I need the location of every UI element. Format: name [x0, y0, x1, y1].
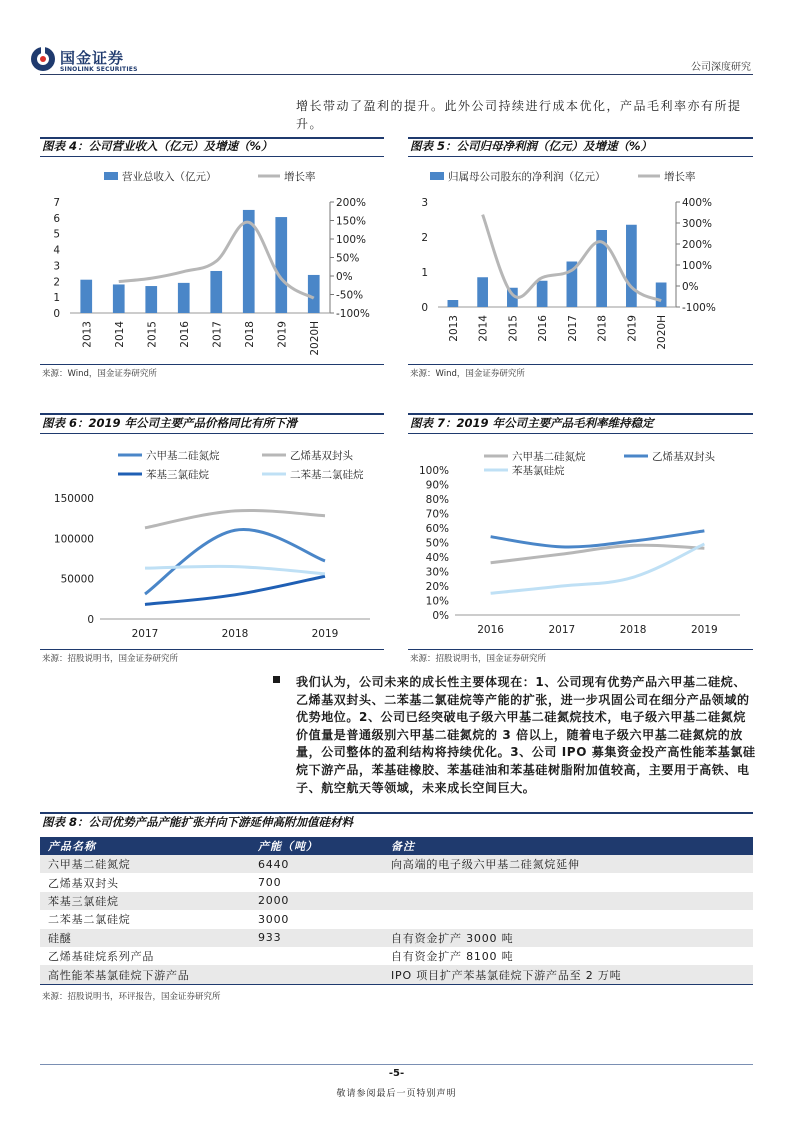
- series-line: [491, 531, 705, 547]
- x-tick-label: 2013: [81, 321, 94, 348]
- intro-paragraph: 增长带动了盈利的提升。此外公司持续进行成本优化，产品毛利率亦有所提升。: [296, 99, 742, 131]
- y-tick-label: 5: [53, 228, 60, 241]
- x-tick-label: 2016: [477, 624, 504, 636]
- y2-tick-label: -100%: [682, 302, 716, 314]
- table-cell: 933: [250, 929, 383, 947]
- table-cell: 乙烯基硅烷系列产品: [48, 950, 155, 964]
- legend-label: 二苯基二氯硅烷: [290, 469, 364, 481]
- x-tick-label: 2019: [691, 624, 718, 636]
- x-tick-label: 2017: [211, 321, 224, 348]
- fig5-bottom-rule: [408, 364, 753, 365]
- x-tick-label: 2018: [221, 628, 249, 640]
- series-line: [145, 576, 325, 604]
- legend-label: 增长率: [284, 171, 316, 183]
- y-tick-label: 0: [421, 302, 428, 314]
- y-tick-label: 150000: [53, 493, 94, 505]
- table-cell: 自有资金扩产 8100 吨: [391, 950, 514, 964]
- fig5-title: 图表 5：公司归母净利润（亿元）及增速（%）: [410, 139, 653, 153]
- table-cell: IPO 项目扩产苯基氯硅烷下游产品至 2 万吨: [383, 965, 753, 984]
- fig8-source: 来源：招股说明书，环评报告，国金证券研究所: [42, 992, 221, 1002]
- x-tick-label: 2019: [311, 628, 339, 640]
- x-tick-label: 2018: [243, 321, 256, 348]
- fig4-title-rule: [40, 156, 384, 157]
- y2-tick-label: 100%: [682, 260, 713, 272]
- y2-tick-label: 100%: [336, 234, 367, 246]
- table-row: [40, 965, 753, 984]
- legend-label: 乙烯基双封头: [290, 450, 353, 462]
- table-header-cell: 产品名称: [40, 837, 250, 855]
- fig7-bottom-rule: [408, 649, 753, 650]
- y-tick-label: 2: [53, 276, 60, 289]
- x-tick-label: 2013: [447, 315, 460, 342]
- legend-label: 六甲基二硅氮烷: [146, 450, 220, 462]
- bar: [113, 284, 125, 313]
- table-cell: 700: [258, 876, 282, 890]
- fig6-bottom-rule: [40, 649, 384, 650]
- x-tick-label: 2018: [596, 315, 609, 342]
- table-cell: 硅醚: [40, 929, 250, 947]
- y2-tick-label: 0%: [682, 281, 699, 293]
- y2-tick-label: -100%: [336, 308, 370, 320]
- bar: [80, 280, 92, 313]
- y-tick-label: 10%: [425, 595, 449, 608]
- table-cell: 乙烯基双封头: [48, 876, 119, 890]
- bar: [537, 281, 548, 307]
- y-tick-label: 20%: [425, 581, 449, 593]
- series-line: [145, 510, 325, 527]
- table-cell: [250, 965, 383, 984]
- legend-bar-swatch: [430, 172, 444, 180]
- table-header-cell: 产能（吨）: [250, 837, 383, 855]
- series-line: [491, 544, 705, 593]
- legend-bar-swatch: [104, 172, 118, 180]
- y-tick-label: 70%: [425, 508, 449, 521]
- capacity-table: [40, 837, 753, 985]
- analysis-paragraph: 我们认为，公司未来的成长性主要体现在：1、公司现有优势产品六甲基二硅烷、乙烯基双封头、二苯基二氯硅烷等产能的扩张，进一步巩固公司在细分产品领域的优势地位。2、公司已经突破电子级六甲基二硅氮烷技术，电子级六甲基二硅氮烷价值量是普通级别六甲基二硅氮烷的 3 倍以上，随着电子级六甲基二硅氮烷的放量，公司整体的盈利结构将持续优化。3、公司 IPO 募集资金投产高性能苯基氯硅烷下游产品，苯基硅橡胶、苯基硅油和苯基硅树脂附加值较高，主要用于高铁、电子、航空航天等领域，未来成长空间巨大。: [296, 675, 756, 795]
- fig4-chart: [40, 160, 384, 360]
- bar: [210, 271, 222, 313]
- y2-tick-label: 50%: [336, 252, 360, 265]
- fig4-title: 图表 4：公司营业收入（亿元）及增速（%）: [42, 139, 273, 153]
- x-tick-label: 2016: [537, 315, 550, 342]
- fig4-bottom-rule: [40, 364, 384, 365]
- y2-tick-label: -50%: [336, 289, 364, 302]
- y-tick-label: 50000: [60, 573, 94, 586]
- y-tick-label: 0: [87, 614, 94, 626]
- table-cell: 六甲基二硅氮烷: [40, 855, 250, 873]
- fig7-title: 图表 7：2019 年公司主要产品毛利率维持稳定: [410, 416, 654, 430]
- y-tick-label: 80%: [425, 494, 449, 506]
- x-tick-label: 2017: [131, 628, 159, 640]
- y-tick-label: 1: [53, 292, 60, 305]
- y2-tick-label: 200%: [682, 239, 713, 251]
- table-cell: 二苯基二氯硅烷: [48, 913, 131, 927]
- bar: [656, 283, 667, 308]
- table-cell: [383, 892, 753, 910]
- x-tick-label: 2018: [619, 624, 647, 636]
- header-divider: [40, 74, 753, 75]
- y2-tick-label: 150%: [336, 215, 367, 228]
- y-tick-label: 1: [421, 267, 428, 279]
- fig8-title: 图表 8：公司优势产品产能扩张并向下游延伸高附加值硅材料: [42, 815, 354, 829]
- bar: [448, 300, 459, 307]
- y-tick-label: 2: [421, 232, 428, 244]
- y-tick-label: 0: [53, 308, 60, 320]
- fig5-title-rule: [408, 156, 753, 157]
- x-tick-label: 2016: [178, 321, 191, 348]
- y-tick-label: 3: [53, 260, 60, 273]
- fig6-title: 图表 6：2019 年公司主要产品价格同比有所下滑: [42, 416, 298, 430]
- page-number: -5-: [388, 1068, 405, 1079]
- footer-divider: [40, 1064, 753, 1065]
- y-tick-label: 40%: [425, 552, 449, 564]
- fig5-chart: [408, 160, 753, 360]
- table-row: [40, 929, 753, 947]
- fig7-title-rule: [408, 433, 753, 434]
- y2-tick-label: 300%: [682, 218, 713, 230]
- y-tick-label: 7: [53, 197, 60, 209]
- y-tick-label: 6: [53, 212, 60, 225]
- table-cell: 3000: [258, 912, 290, 926]
- table-cell: 6440: [250, 855, 383, 873]
- x-tick-label: 2015: [146, 321, 159, 348]
- fig7-chart: [408, 440, 753, 645]
- bar: [308, 275, 320, 313]
- table-row: [40, 855, 753, 873]
- x-tick-label: 2014: [113, 321, 126, 348]
- x-tick-label: 2019: [626, 315, 639, 342]
- table-row: [40, 873, 753, 891]
- table-cell: 向高端的电子级六甲基二硅氮烷延伸: [383, 855, 753, 873]
- bar: [178, 283, 190, 313]
- series-line: [145, 530, 325, 594]
- y-tick-label: 60%: [425, 523, 449, 535]
- x-tick-label: 2017: [548, 624, 576, 636]
- table-cell: 苯基三氯硅烷: [40, 892, 250, 910]
- disclaimer: 敬请参阅最后一页特别声明: [336, 1089, 457, 1099]
- logo-subtext: SINOLINK SECURITIES: [60, 66, 138, 73]
- y-tick-label: 30%: [425, 566, 449, 579]
- table-row: [40, 947, 753, 965]
- table-row: [40, 892, 753, 910]
- legend-label: 乙烯基双封头: [652, 451, 715, 463]
- table-cell: [250, 947, 383, 965]
- y-tick-label: 100000: [53, 533, 94, 546]
- legend-label: 增长率: [664, 171, 696, 183]
- x-tick-label: 2017: [566, 315, 579, 342]
- y2-tick-label: 400%: [682, 197, 713, 209]
- table-cell: 高性能苯基氯硅烷下游产品: [40, 965, 250, 984]
- y-tick-label: 0%: [432, 610, 449, 622]
- fig6-chart: [40, 440, 384, 645]
- table-cell: 2000: [250, 892, 383, 910]
- fig6-title-rule: [40, 433, 384, 434]
- fig5-source: 来源：Wind，国金证券研究所: [410, 369, 525, 379]
- legend-label: 苯基三氯硅烷: [146, 469, 209, 481]
- y-tick-label: 100%: [418, 465, 449, 477]
- y-tick-label: 90%: [425, 479, 449, 492]
- y-tick-label: 50%: [425, 537, 449, 550]
- x-tick-label: 2020H: [656, 315, 669, 350]
- x-tick-label: 2015: [507, 315, 520, 342]
- y2-tick-label: 200%: [336, 197, 367, 209]
- fig6-source: 来源：招股说明书，国金证券研究所: [42, 654, 179, 664]
- bar: [477, 277, 488, 307]
- x-tick-label: 2014: [477, 315, 490, 342]
- bar: [275, 217, 287, 313]
- legend-label: 归属母公司股东的净利润（亿元）: [448, 171, 606, 183]
- y-tick-label: 4: [53, 244, 60, 257]
- logo-text: 国金证券: [60, 49, 125, 67]
- y2-tick-label: 0%: [336, 271, 353, 283]
- legend-label: 营业总收入（亿元）: [122, 171, 217, 183]
- bar: [626, 225, 637, 307]
- logo-icon: [30, 46, 56, 72]
- report-type: 公司深度研究: [691, 62, 751, 73]
- table-cell: [383, 873, 753, 891]
- table-header-cell: 备注: [383, 837, 753, 855]
- table-cell: 自有资金扩产 3000 吨: [383, 929, 753, 947]
- y-tick-label: 3: [421, 197, 428, 209]
- x-tick-label: 2019: [276, 321, 289, 348]
- legend-label: 苯基氯硅烷: [512, 465, 565, 477]
- x-tick-label: 2020H: [308, 321, 321, 356]
- table-row: [40, 910, 753, 928]
- bullet-square-icon: [273, 676, 280, 683]
- table-cell: [383, 910, 753, 928]
- table-header-row: [40, 837, 753, 855]
- fig7-source: 来源：招股说明书，国金证券研究所: [410, 654, 547, 664]
- bar: [145, 286, 157, 313]
- fig4-source: 来源：Wind，国金证券研究所: [42, 369, 157, 379]
- legend-label: 六甲基二硅氮烷: [512, 451, 586, 463]
